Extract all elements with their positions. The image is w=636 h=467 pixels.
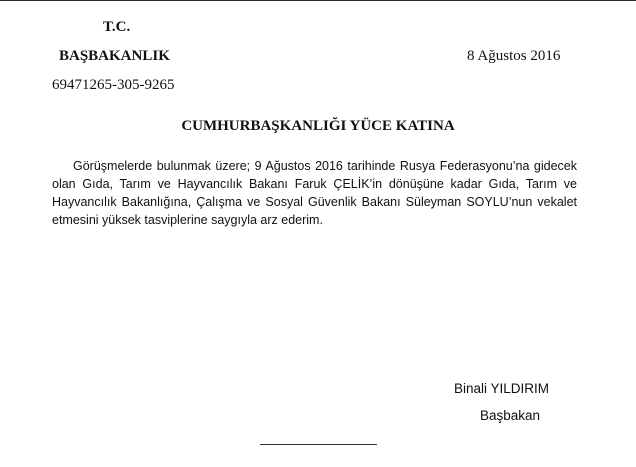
document-number: 69471265-305-9265 <box>52 77 175 93</box>
footer-divider <box>260 444 377 445</box>
document-date: 8 Ağustos 2016 <box>467 48 561 64</box>
issuing-office: BAŞBAKANLIK <box>59 48 170 64</box>
signatory-title: Başbakan <box>480 408 541 423</box>
state-abbreviation: T.C. <box>103 19 131 35</box>
top-divider <box>0 0 636 1</box>
letter-body: Görüşmelerde bulunmak üzere; 9 Ağustos 2016 tarihinde Rusya Federasyonu’na gidecek olan Gıda, Tarım ve Hayvancılık Bakanı Faruk ÇELİK’in dönüşüne kadar Gıda, Tarım ve Hayvancılık Bakanlığına, Çalışma ve Sosyal Güvenlik Bakanı Süleyman SOYLU’nun vekalet etmesini yüksek tasviplerine saygıyla arz ederim. <box>52 159 577 227</box>
addressee-heading: CUMHURBAŞKANLIĞI YÜCE KATINA <box>181 118 455 134</box>
signatory-name: Binali YILDIRIM <box>454 381 550 396</box>
